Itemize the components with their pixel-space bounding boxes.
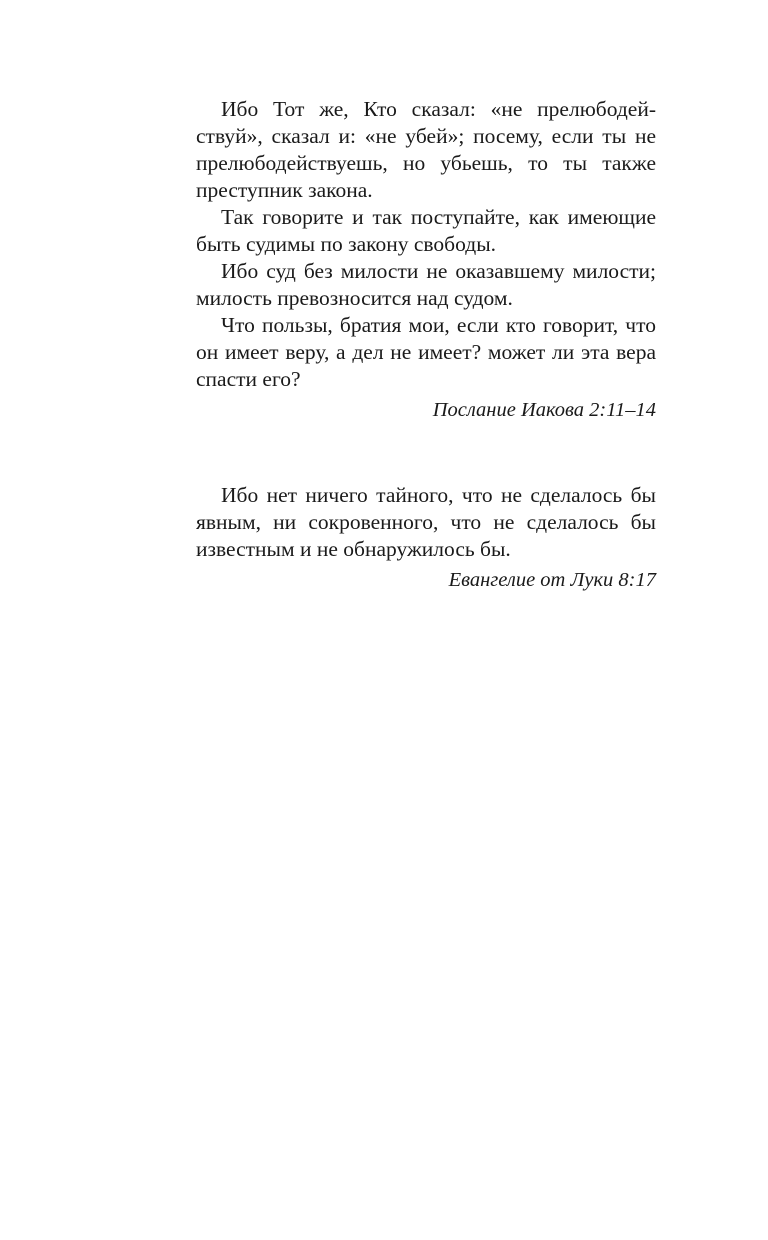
- epigraph-paragraph: Ибо нет ничего тайного, что не сделалось бы явным, ни сокровенного, что не сделалось бы известным и не обнаружилось бы.: [196, 483, 656, 561]
- epigraph-source: Евангелие от Луки 8:17: [448, 569, 656, 591]
- epigraph-luke: [196, 482, 656, 594]
- page-body: [196, 96, 656, 594]
- epigraph-paragraph: Так говорите и так поступайте, как имеющие быть судимы по закону свободы.: [196, 205, 656, 256]
- epigraph-james: [196, 96, 656, 424]
- epigraph-source: Послание Иакова 2:11–14: [432, 399, 656, 421]
- epigraph-paragraph: Ибо суд без милости не оказавшему милости; милость превозносится над судом.: [196, 259, 656, 310]
- epigraph-paragraph: Что пользы, братия мои, если кто говорит, что он имеет веру, а дел не имеет? может ли эта вера спасти его?: [196, 313, 656, 391]
- epigraph-paragraph: Ибо Тот же, Кто сказал: «не прелюбодействуй», сказал и: «не убей»; посему, если ты не прелюбодействуешь, но убьешь, то ты также преступник закона.: [196, 97, 656, 202]
